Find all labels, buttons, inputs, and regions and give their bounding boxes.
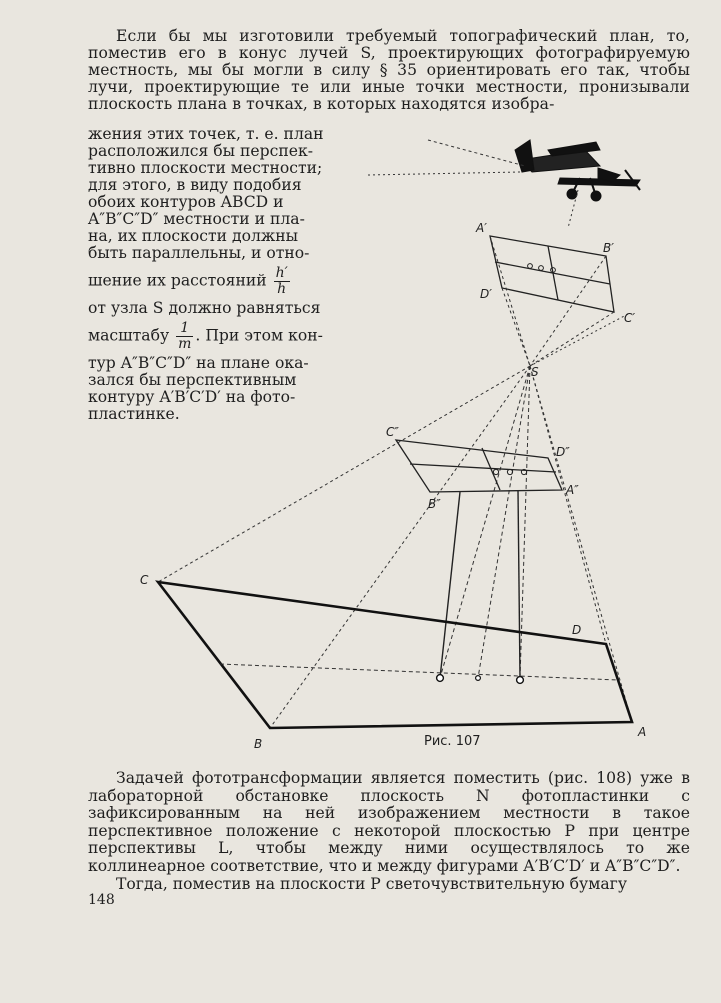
scale-denominator: m	[178, 336, 192, 352]
column-line: A″B″C″D″ местности и пла-	[88, 210, 305, 228]
label-d: D	[572, 623, 582, 637]
plumb-line	[518, 490, 520, 678]
projection-rays	[158, 236, 632, 728]
horizon-dashed-line	[428, 140, 525, 166]
label-a-prime: A′	[476, 221, 487, 235]
column-line: зался бы перспективным	[88, 371, 297, 389]
ratio-prefix: шение их расстояний	[88, 271, 267, 290]
page-number: 148	[88, 892, 115, 908]
label-c: C	[140, 573, 149, 587]
column-line: для этого, в виду подобия	[88, 176, 302, 194]
horizon-dotted-line	[368, 172, 520, 175]
scale-prefix: масштабу	[88, 326, 170, 345]
column-line: на, их плоскости должны	[88, 227, 299, 245]
label-a: A	[638, 725, 647, 739]
paragraph-phototransformation	[88, 770, 690, 893]
column-line: контуру A′B′C′D′ на фото-	[88, 388, 296, 406]
column-line: тур A″B″C″D″ на плане ока-	[88, 354, 309, 372]
label-c-prime: C′	[624, 311, 636, 325]
paragraph-continuation: Тогда, поместив на плоскости P светочувствительную бумагу	[116, 874, 627, 893]
ground-quad	[158, 582, 632, 728]
label-a-double: A″	[566, 483, 579, 497]
column-line: от узла S должно равняться	[88, 299, 321, 317]
column-line: пластинке.	[88, 405, 180, 423]
label-c-double: C″	[386, 425, 399, 439]
photo-plate	[490, 236, 614, 312]
paragraph-intro: Если бы мы изготовили требуемый топографический план, то, поместив его в конус лучей S, проектирующих фотографируемую местность, мы бы могли в силу § 35 ориентировать его так, чтобы лучи, проектирующие те или иные точки местности, пронизывали плоскость плана в точках, в которых находятся изобра-	[88, 27, 690, 113]
scale-suffix: . При этом кон-	[195, 326, 323, 345]
label-b: B	[254, 737, 263, 751]
label-b-prime: B′	[603, 241, 614, 255]
plumb-line	[440, 492, 460, 678]
paragraph-body: Задачей фототрансформации является поместить (рис. 108) уже в лабораторной обстановке плоскость N фотопластинки с зафиксированным на ней изображением местности в такое перспективное положение с некоторой плоскостью P при центре перспективы L, чтобы между ними осуществлялось то же коллинеарное соответствие, что и между фигурами A′B′C′D′ и A″B″C″D″.	[88, 769, 690, 875]
column-line: тивно плоскости местности;	[88, 159, 323, 177]
label-b-double: B″	[428, 497, 441, 511]
scale-numerator: 1	[176, 321, 193, 337]
plan-quad	[396, 440, 562, 492]
ratio-denominator: h	[277, 281, 287, 297]
figure-caption: Рис. 107	[424, 734, 481, 749]
column-line: жения этих точек, т. е. план	[88, 125, 324, 143]
column-line: быть параллельны, и отно-	[88, 244, 310, 262]
column-line: обоих контуров ABCD и	[88, 193, 284, 211]
label-s: S	[531, 365, 539, 379]
column-line: расположился бы перспек-	[88, 142, 313, 160]
ratio-numerator: h′	[275, 265, 288, 281]
label-d-prime: D′	[480, 287, 492, 301]
ground-dashed-line	[220, 664, 618, 680]
label-d-double: D″	[556, 445, 570, 459]
